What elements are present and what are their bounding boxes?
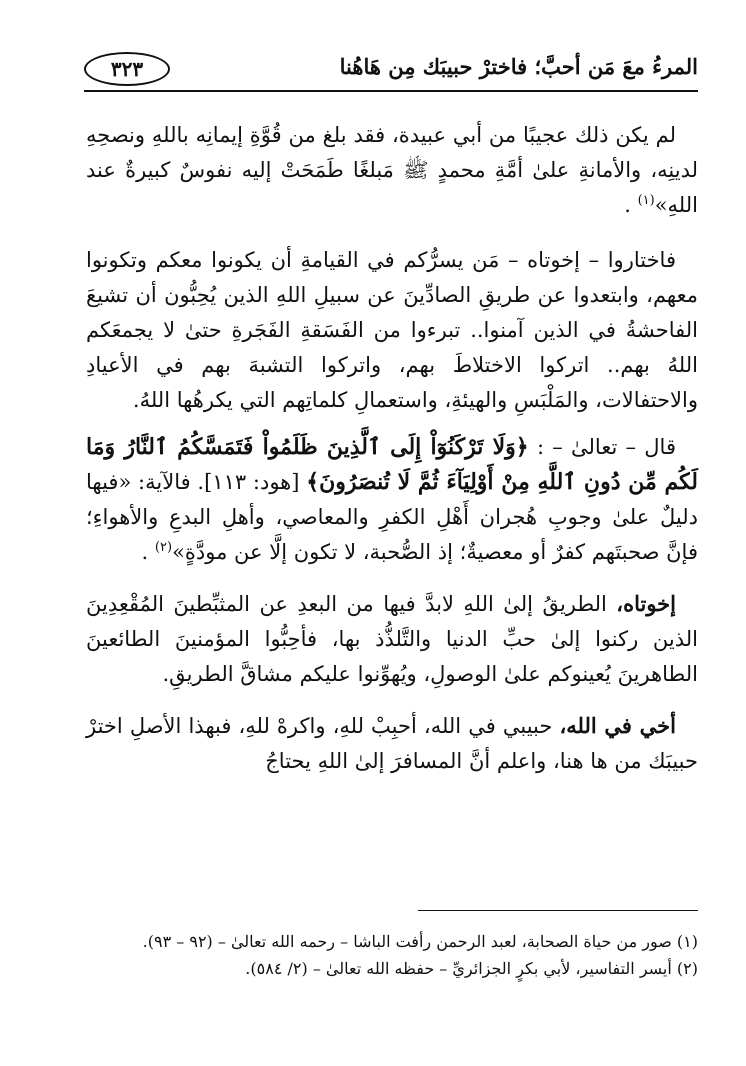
paragraph-5-lead: أخي في الله، (559, 713, 676, 738)
header-divider (84, 90, 698, 92)
paragraph-5 (86, 708, 698, 779)
verse-commentary: فالآية: «فيها دليلٌ علىٰ وجوبِ هُجران أَهْلِ الكفرِ والمعاصي، وأهلِ البدعِ والأهواءِ؛ فإنَّ صحبتَهم كفرٌ أو معصيةٌ؛ إذ الصُّحبة، لا تكون إلَّا عن مودَّةٍ» (86, 470, 698, 564)
page-header (84, 50, 698, 90)
paragraph-3 (86, 430, 698, 570)
footnote-2: (٢) أيسر التفاسير، لأبي بكرٍ الجزائريِّ – حفظه الله تعالىٰ – (٢/ ٥٨٤). (245, 959, 698, 978)
paragraph-4 (86, 586, 698, 692)
paragraph-4-lead: إخوتاه، (616, 591, 676, 616)
paragraph-1 (86, 118, 698, 223)
paragraph-1-end: . (624, 193, 631, 217)
paragraph-1-text: لم يكن ذلك عجيبًا من أبي عبيدة، فقد بلغ من قُوَّةِ إيمانِه باللهِ ونصحِهِ لدينِه، والأمانةِ علىٰ أمَّةِ محمدٍ ﷺ مَبلغًا طَمَحَتْ إليه نفوسٌ كبيرةٌ عند اللهِ» (86, 123, 698, 217)
footnotes (86, 928, 698, 982)
paragraph-2: فاختاروا – إخوتاه – مَن يسرُّكم في القيامةِ أن يكونوا معكم وتكونوا معهم، وابتعدوا عن طريقِ الصادِّينَ عن سبيلِ اللهِ الذين يُحِبُّون أن تشيعَ الفاحشةُ في الذين آمنوا.. تبرءوا من الفَسَقةِ الفَجَرةِ حتىٰ لا يجمعَكم اللهُ بهم.. اتركوا الاختلاطَ بهم، واتركوا التشبهَ بهم في الأعيادِ والاحتفالات، والمَلْبَسِ والهيئةِ، واستعمالِ كلماتِهم التي يكرهُها اللهُ. (86, 248, 698, 412)
running-title: المرءُ معَ مَن أحبَّ؛ فاخترْ حبيبَك مِن هَاهُنا (339, 54, 698, 79)
footnote-ref-2: (٢) (154, 540, 173, 555)
footnote-divider (418, 910, 698, 911)
footnote-ref-1: (١) (637, 193, 655, 208)
quran-verse: ﴿وَلَا تَرْكَنُوٓاْ إِلَى ٱلَّذِينَ ظَلَمُواْ فَتَمَسَّكُمُ ٱلنَّارُ وَمَا لَكُم مِّن دُونِ ٱللَّهِ مِنْ أَوْلِيَآءَ ثُمَّ لَا تُنصَرُونَ﴾ (86, 434, 698, 495)
page-number: ٣٢٣ (84, 52, 170, 86)
paragraph-4-text: الطريقُ إلىٰ اللهِ لابدَّ فيها من البعدِ عن المثبِّطينَ المُقْعِدِينَ الذين ركنوا إلىٰ حبِّ الدنيا والتَّلذُّذ بها، فأحِبُّوا المؤمنينَ الطائعينَ الطاهرينَ يُعينوكم علىٰ الوصولِ، ويُهوِّنوا عليكم مشاقَّ الطريقِ. (86, 592, 698, 686)
quran-intro: قال – تعالىٰ – : (536, 435, 676, 459)
verse-citation: [هود: ١١٣]. (197, 470, 300, 494)
paragraph-5-text: حبيبي في الله، أحبِبْ للهِ، واكرهْ للهِ، فبهذا الأصلِ اخترْ حبيبَك من ها هنا، واعلم أنَّ المسافرَ إلىٰ اللهِ يحتاجُ (86, 714, 698, 773)
paragraph-3-end: . (141, 540, 149, 564)
page-body (86, 118, 698, 779)
footnote-1: (١) صور من حياة الصحابة، لعبد الرحمن رأفت الباشا – رحمه الله تعالىٰ – (٩٢ – ٩٣). (142, 932, 698, 951)
